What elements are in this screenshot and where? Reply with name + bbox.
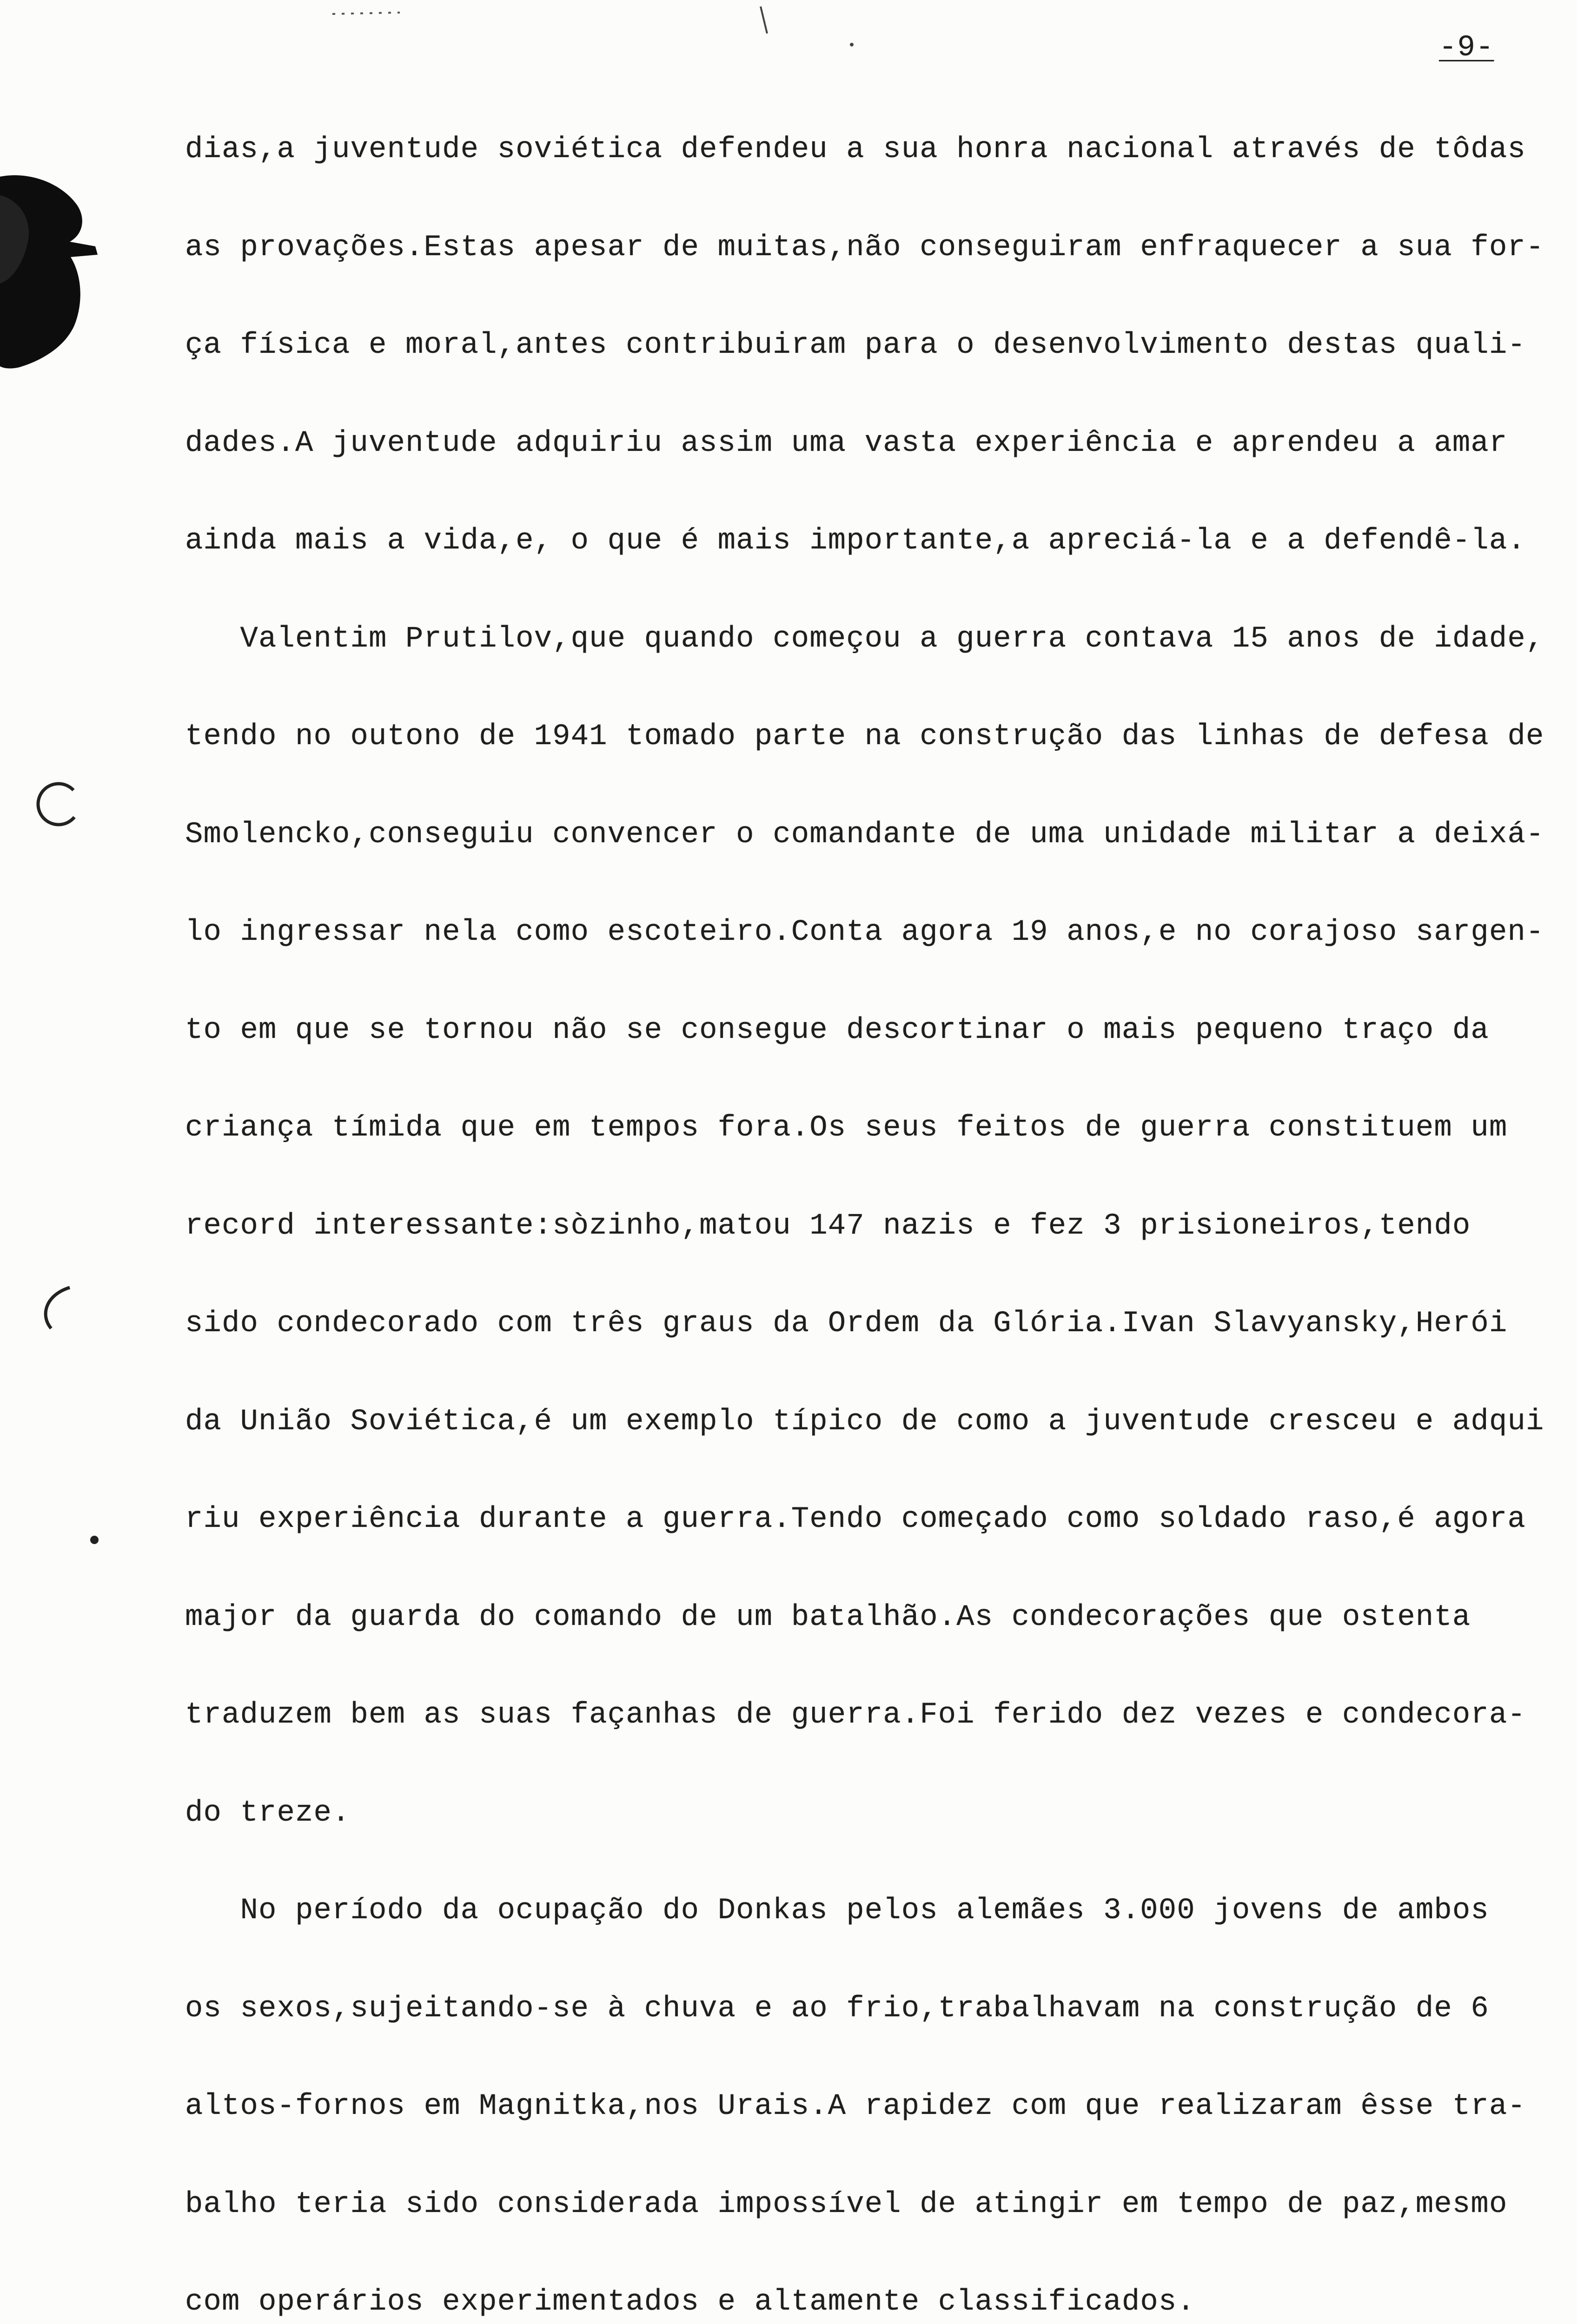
text-line: os sexos,sujeitando-se à chuva e ao frio,trabalhavam na construção de 6 — [185, 1992, 1489, 2026]
speck-mark — [761, 7, 767, 33]
text-line: dades.A juventude adquiriu assim uma vasta experiência e aprendeu a amar — [185, 426, 1508, 460]
punch-hole-shadow — [0, 195, 29, 284]
text-line: com operários experimentados e altamente classificados. — [185, 2285, 1195, 2319]
text-line: da União Soviética,é um exemplo típico de como a juventude cresceu e adqui — [185, 1405, 1544, 1439]
text-line: Smolencko,conseguiu convencer o comandante de uma unidade militar a deixá- — [185, 818, 1544, 852]
text-line: dias,a juventude soviética defendeu a sua honra nacional através de tôdas — [185, 133, 1526, 166]
text-line: traduzem bem as suas façanhas de guerra.Foi ferido dez vezes e condecora- — [185, 1698, 1526, 1732]
punch-hole-ring — [38, 784, 74, 825]
text-line: balho teria sido considerada impossível de atingir em tempo de paz,mesmo — [185, 2187, 1508, 2221]
text-line: record interessante:sòzinho,matou 147 nazis e fez 3 prisioneiros,tendo — [185, 1209, 1471, 1243]
text-line: No período da ocupação do Donkas pelos alemães 3.000 jovens de ambos — [240, 1894, 1489, 1928]
text-line: major da guarda do comando de um batalhão.As condecorações que ostenta — [185, 1600, 1471, 1634]
text-line: ça física e moral,antes contribuiram para o desenvolvimento destas quali- — [185, 329, 1526, 362]
punch-hole-arc — [46, 1287, 70, 1328]
speck-mark — [850, 43, 854, 46]
text-line: riu experiência durante a guerra.Tendo começado como soldado raso,é agora — [185, 1503, 1526, 1536]
speck-mark — [90, 1536, 99, 1544]
speck-mark — [332, 13, 400, 14]
text-line: as provações.Estas apesar de muitas,não conseguiram enfraquecer a sua for- — [185, 231, 1544, 264]
page-number: -9- — [1439, 31, 1494, 65]
text-line: criança tímida que em tempos fora.Os seus feitos de guerra constituem um — [185, 1111, 1508, 1145]
text-line: tendo no outono de 1941 tomado parte na construção das linhas de defesa de — [185, 720, 1544, 753]
text-line: altos-fornos em Magnitka,nos Urais.A rapidez com que realizaram êsse tra- — [185, 2090, 1526, 2123]
text-line: sido condecorado com três graus da Ordem da Glória.Ivan Slavyansky,Herói — [185, 1307, 1508, 1340]
punch-hole-shadow — [0, 175, 98, 369]
text-line: Valentim Prutilov,que quando começou a guerra contava 15 anos de idade, — [240, 622, 1544, 656]
typed-text-body — [185, 67, 1561, 2324]
text-line: do treze. — [185, 1796, 351, 1830]
text-line: to em que se tornou não se consegue descortinar o mais pequeno traço da — [185, 1013, 1489, 1047]
text-line: ainda mais a vida,e, o que é mais importante,a apreciá-la e a defendê-la. — [185, 524, 1526, 558]
text-line: lo ingressar nela como escoteiro.Conta agora 19 anos,e no corajoso sargen- — [185, 916, 1544, 949]
